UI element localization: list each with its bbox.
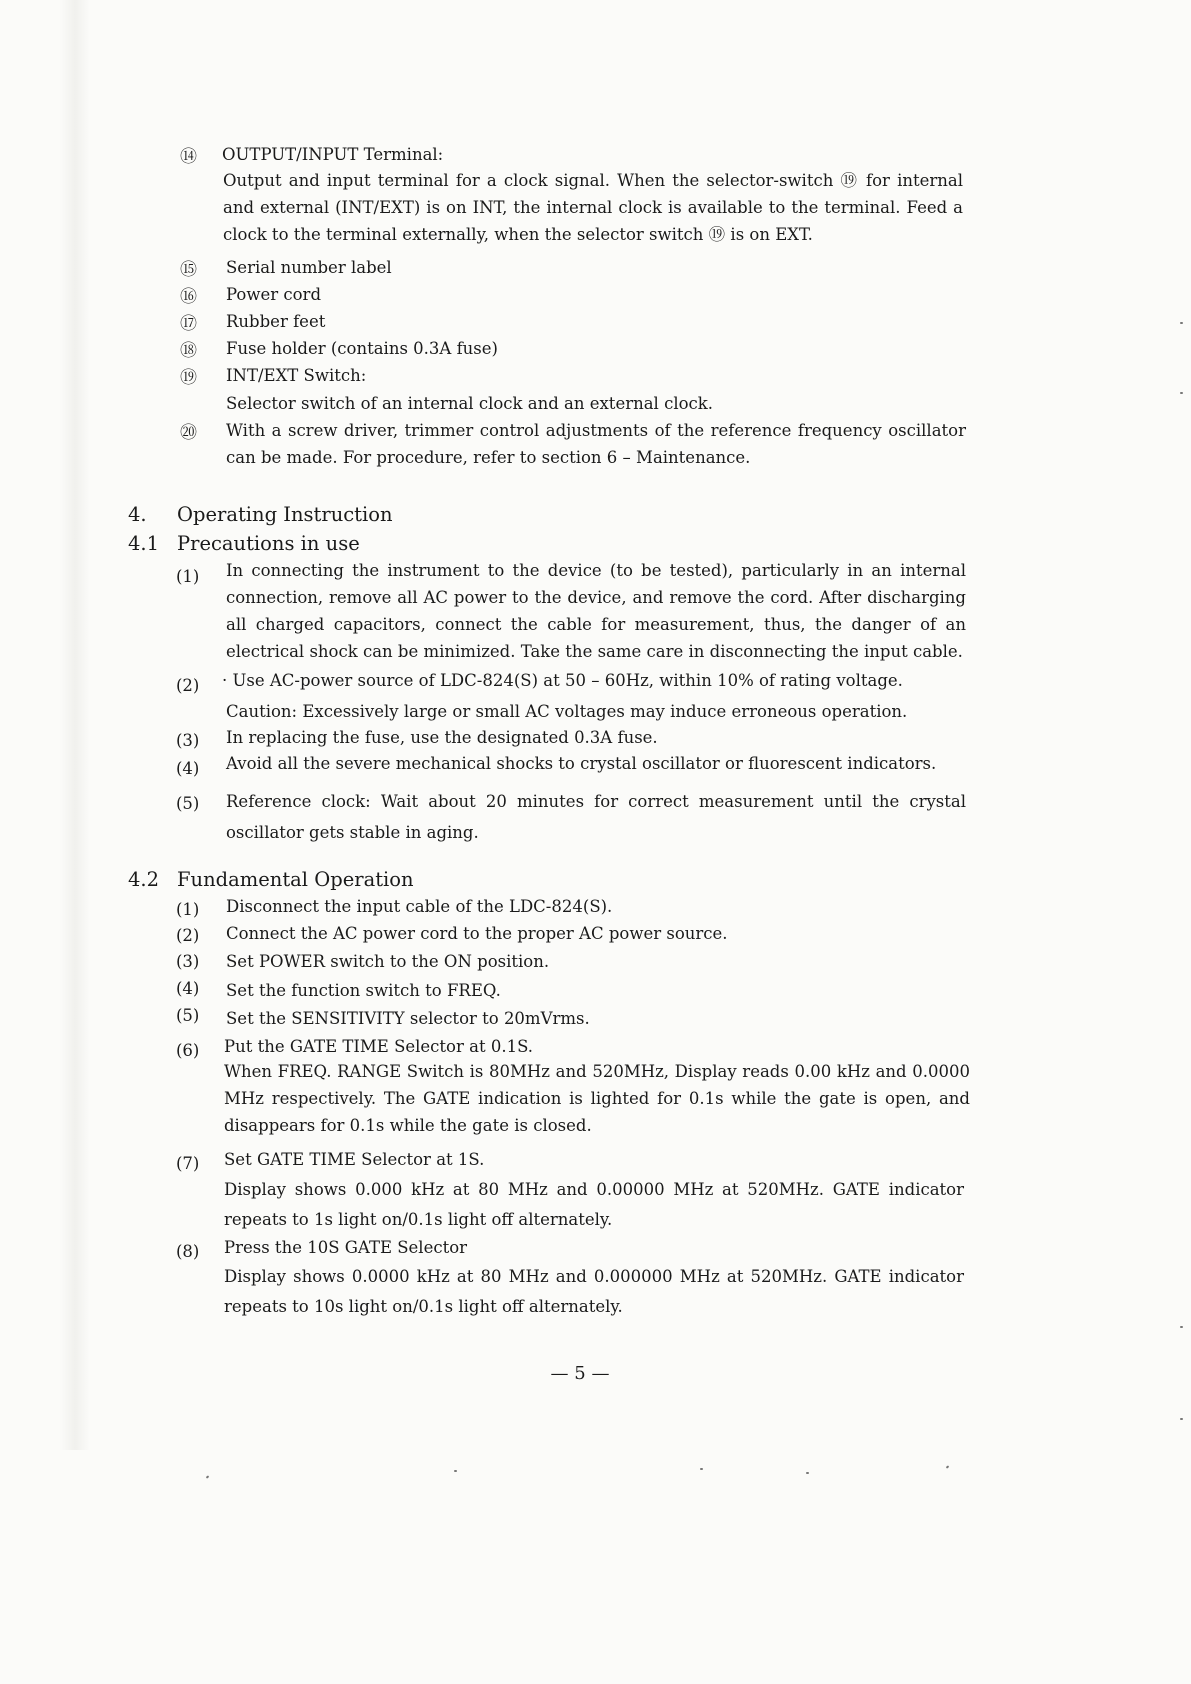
item-text-20: With a screw driver, trimmer control adjustments of the reference frequency oscillator can be made. For procedure, refer to section 6 – Maintenance. [226, 421, 966, 467]
operation-4-number: (4) [176, 979, 200, 998]
precaution-1-text: In connecting the instrument to the device (to be tested), particularly in an internal connection, remove all AC power to the device, and remove the cord. After discharging all charged capacitors, connect the cable for measurement, thus, the danger of an electrical shock can be minimized. Take the same care in disconnecting the input cable. [226, 561, 966, 661]
operation-7-number: (7) [176, 1154, 200, 1173]
operation-3-number: (3) [176, 952, 200, 971]
scan-speck [700, 1468, 703, 1470]
operation-3-text: Set POWER switch to the ON position. [226, 952, 550, 971]
operation-8-number: (8) [176, 1242, 200, 1261]
precaution-3-number: (3) [176, 731, 200, 750]
precaution-5-text: Reference clock: Wait about 20 minutes for correct measurement until the crystal oscillator gets stable in aging. [226, 792, 966, 842]
operation-5-text: Set the SENSITIVITY selector to 20mVrms. [226, 1009, 590, 1028]
scan-speck [206, 1475, 210, 1478]
precaution-2-caution: Caution: Excessively large or small AC voltages may induce erroneous operation. [226, 702, 908, 721]
precaution-4-number: (4) [176, 759, 200, 778]
item-text-14: OUTPUT/INPUT Terminal: [222, 145, 444, 164]
operation-4-text: Set the function switch to FREQ. [226, 981, 501, 1000]
section-4-title: Operating Instruction [177, 503, 393, 526]
section-4-2-title: Fundamental Operation [177, 868, 414, 891]
scan-speck [1180, 392, 1183, 394]
item-number-18: ⑱ [180, 341, 197, 361]
scan-speck [454, 1470, 457, 1472]
scan-speck [946, 1465, 950, 1468]
section-4-2-number: 4.2 [128, 868, 160, 891]
section-4-1-number: 4.1 [128, 532, 160, 555]
scan-speck [1180, 1418, 1183, 1420]
precaution-5-number: (5) [176, 794, 200, 813]
precaution-4-text: Avoid all the severe mechanical shocks to crystal oscillator or fluorescent indicators. [226, 754, 937, 773]
scan-speck [806, 1472, 809, 1474]
precaution-2-text: · Use AC-power source of LDC-824(S) at 50 – 60Hz, within 10% of rating voltage. [222, 671, 903, 690]
section-4-1-title: Precautions in use [177, 532, 360, 555]
operation-7-text: Set GATE TIME Selector at 1S. [224, 1150, 485, 1169]
item-text-14-description: Output and input terminal for a clock signal. When the selector-switch ⑲ for internal and external (INT/EXT) is on INT, the internal clock is available to the terminal. Feed a clock to the terminal externally, when the selector switch ⑲ is on EXT. [223, 171, 963, 244]
operation-1-number: (1) [176, 900, 200, 919]
section-4-number: 4. [128, 503, 147, 526]
operation-6-description: When FREQ. RANGE Switch is 80MHz and 520MHz, Display reads 0.00 kHz and 0.0000 MHz respectively. The GATE indication is lighted for 0.1s while the gate is open, and disappears for 0.1s while the gate is closed. [224, 1062, 970, 1135]
item-text-18: Fuse holder (contains 0.3A fuse) [226, 339, 498, 358]
item-number-19: ⑲ [180, 368, 197, 388]
item-text-16: Power cord [226, 285, 322, 304]
operation-6-text: Put the GATE TIME Selector at 0.1S. [224, 1037, 534, 1056]
operation-8-description: Display shows 0.0000 kHz at 80 MHz and 0.000000 MHz at 520MHz. GATE indicator repeats to 10s light on/0.1s light off alternately. [224, 1267, 964, 1316]
item-number-14: ⑭ [180, 147, 197, 167]
item-number-16: ⑯ [180, 287, 197, 307]
scan-speck [1180, 1326, 1183, 1328]
operation-1-text: Disconnect the input cable of the LDC-824(S). [226, 897, 613, 916]
item-number-17: ⑰ [180, 314, 197, 334]
item-text-17: Rubber feet [226, 312, 326, 331]
item-text-19: INT/EXT Switch: [226, 366, 367, 385]
item-text-19-description: Selector switch of an internal clock and an external clock. [226, 394, 714, 413]
operation-2-number: (2) [176, 926, 200, 945]
precaution-2-number: (2) [176, 676, 200, 695]
item-number-20: ⑳ [180, 423, 197, 443]
operation-5-number: (5) [176, 1006, 200, 1025]
page-number: — 5 — [550, 1363, 610, 1384]
operation-6-number: (6) [176, 1041, 200, 1060]
scan-speck [1180, 322, 1183, 324]
item-text-15: Serial number label [226, 258, 392, 277]
operation-8-text: Press the 10S GATE Selector [224, 1238, 468, 1257]
scan-edge [60, 0, 90, 1450]
precaution-3-text: In replacing the fuse, use the designated 0.3A fuse. [226, 728, 658, 747]
item-number-15: ⑮ [180, 260, 197, 280]
operation-7-description: Display shows 0.000 kHz at 80 MHz and 0.00000 MHz at 520MHz. GATE indicator repeats to 1s light on/0.1s light off alternately. [224, 1180, 964, 1229]
operation-2-text: Connect the AC power cord to the proper AC power source. [226, 924, 728, 943]
precaution-1-number: (1) [176, 567, 200, 586]
